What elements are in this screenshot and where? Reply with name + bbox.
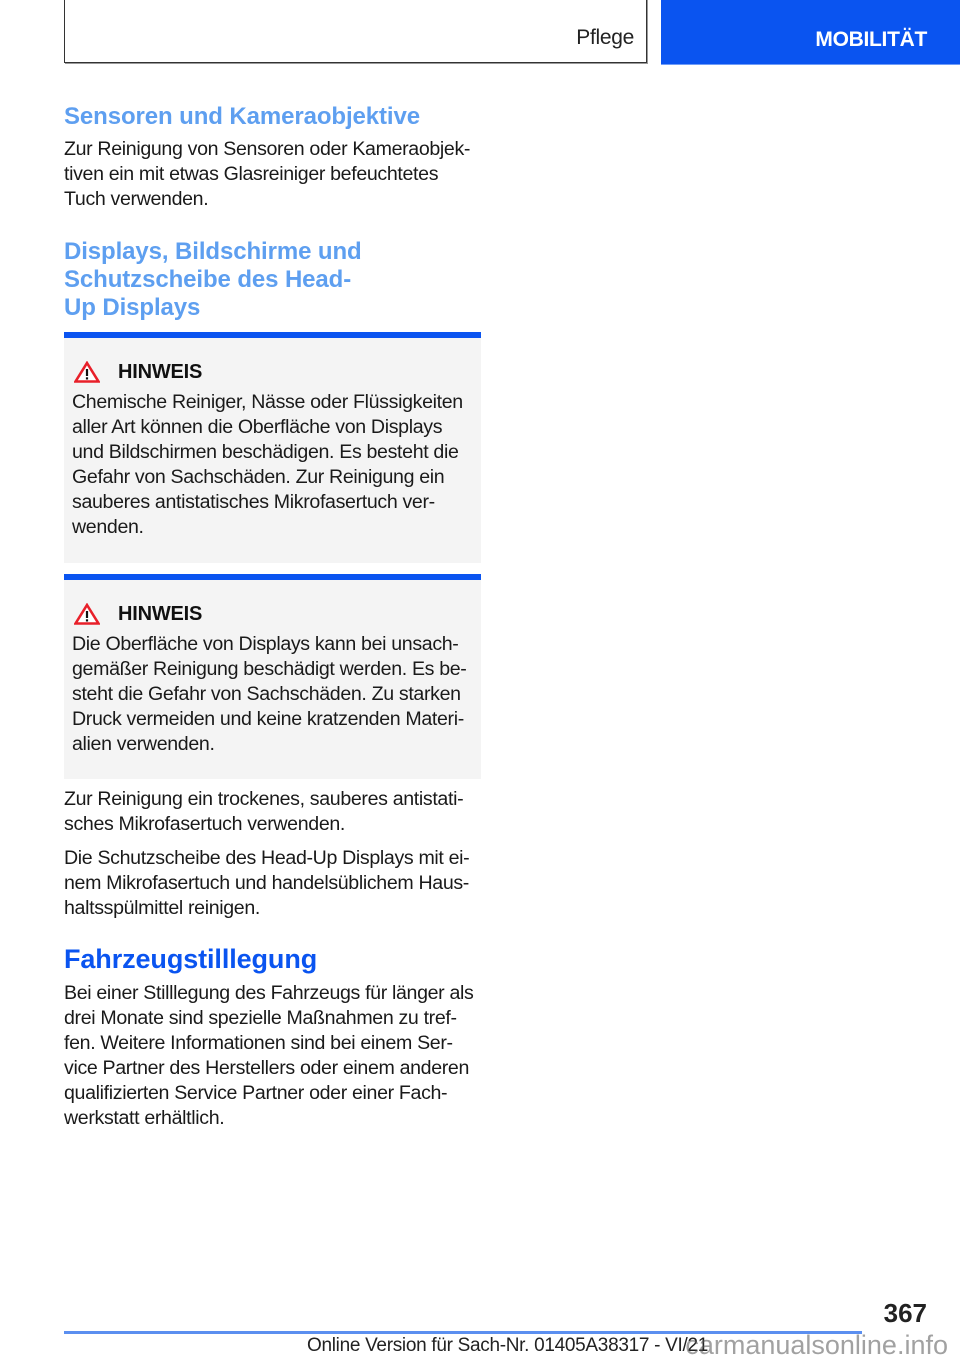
text-line: haltsspülmittel reinigen. [64, 897, 260, 919]
heading-sensors: Sensoren und Kameraobjektive [64, 103, 420, 130]
notice-body [72, 390, 473, 540]
page-number: 367 [883, 1298, 927, 1328]
notice-title: HINWEIS [118, 602, 203, 625]
text-line: tiven ein mit etwas Glasreiniger befeuchtetes [64, 163, 439, 185]
text-line: Zur Reinigung ein trockenes, sauberes antistati- [64, 788, 464, 810]
section-decommission [64, 943, 482, 1131]
notice-body [72, 632, 473, 757]
text-line: alien verwenden. [72, 733, 215, 755]
notice-box-2 [64, 574, 481, 779]
decommission-body [64, 981, 482, 1131]
text-line: Die Schutzscheibe des Head-Up Displays mit ei- [64, 847, 470, 869]
displays-para-2 [64, 846, 482, 921]
text-line: qualifizierten Service Partner oder einer Fach- [64, 1082, 448, 1104]
notice-title-row [72, 600, 473, 628]
notice-box-1 [64, 332, 481, 563]
heading-decommission: Fahrzeugstilllegung [64, 944, 318, 974]
text-line: und Bildschirmen beschädigen. Es besteht die [72, 441, 459, 463]
text-line: drei Monate sind spezielle Maßnahmen zu tref- [64, 1007, 457, 1029]
sensors-body [64, 137, 482, 212]
warning-triangle-icon [74, 361, 100, 383]
heading-displays-line: Schutzscheibe des Head- [64, 266, 352, 293]
notice-title-row [72, 358, 473, 386]
watermark-text: carmanualsonline.info [685, 1330, 948, 1360]
text-line: gemäßer Reinigung beschädigt werden. Es be- [72, 658, 467, 680]
text-line: Zur Reinigung von Sensoren oder Kameraobjek- [64, 138, 471, 160]
header-section-tab [661, 0, 960, 65]
text-line: steht die Gefahr von Sachschäden. Zu starken [72, 683, 461, 705]
text-line: werkstatt erhältlich. [64, 1107, 225, 1129]
header-chapter-box [64, 0, 647, 63]
text-line: aller Art können die Oberfläche von Displays [72, 416, 443, 438]
section-title: MOBILITÄT [815, 28, 927, 51]
text-line: wenden. [72, 516, 144, 538]
text-line: nem Mikrofasertuch und handelsüblichem Haus- [64, 872, 469, 894]
section-sensors [64, 103, 482, 212]
chapter-title: Pflege [576, 26, 634, 49]
text-line: Die Oberfläche von Displays kann bei unsach- [72, 633, 459, 655]
text-line: Druck vermeiden und keine kratzenden Materi- [72, 708, 464, 730]
text-line: Tuch verwenden. [64, 188, 209, 210]
heading-displays-line: Displays, Bildschirme und [64, 238, 362, 265]
text-line: sches Mikrofasertuch verwenden. [64, 813, 346, 835]
text-line: Gefahr von Sachschäden. Zur Reinigung ein [72, 466, 445, 488]
text-line: vice Partner des Herstellers oder einem anderen [64, 1057, 470, 1079]
footer-version-text: Online Version für Sach-Nr. 01405A38317 - VI/21 [307, 1335, 708, 1356]
notice-title: HINWEIS [118, 360, 203, 383]
text-line: Bei einer Stilllegung des Fahrzeugs für länger als [64, 982, 474, 1004]
text-line: sauberes antistatisches Mikrofasertuch ver- [72, 491, 435, 513]
heading-displays-line: Up Displays [64, 294, 201, 321]
text-line: Chemische Reiniger, Nässe oder Flüssigkeiten [72, 391, 463, 413]
section-displays-heading [64, 238, 482, 322]
text-line: fen. Weitere Informationen sind bei einem Ser- [64, 1032, 453, 1054]
warning-triangle-icon [74, 603, 100, 625]
displays-para-1 [64, 787, 482, 837]
